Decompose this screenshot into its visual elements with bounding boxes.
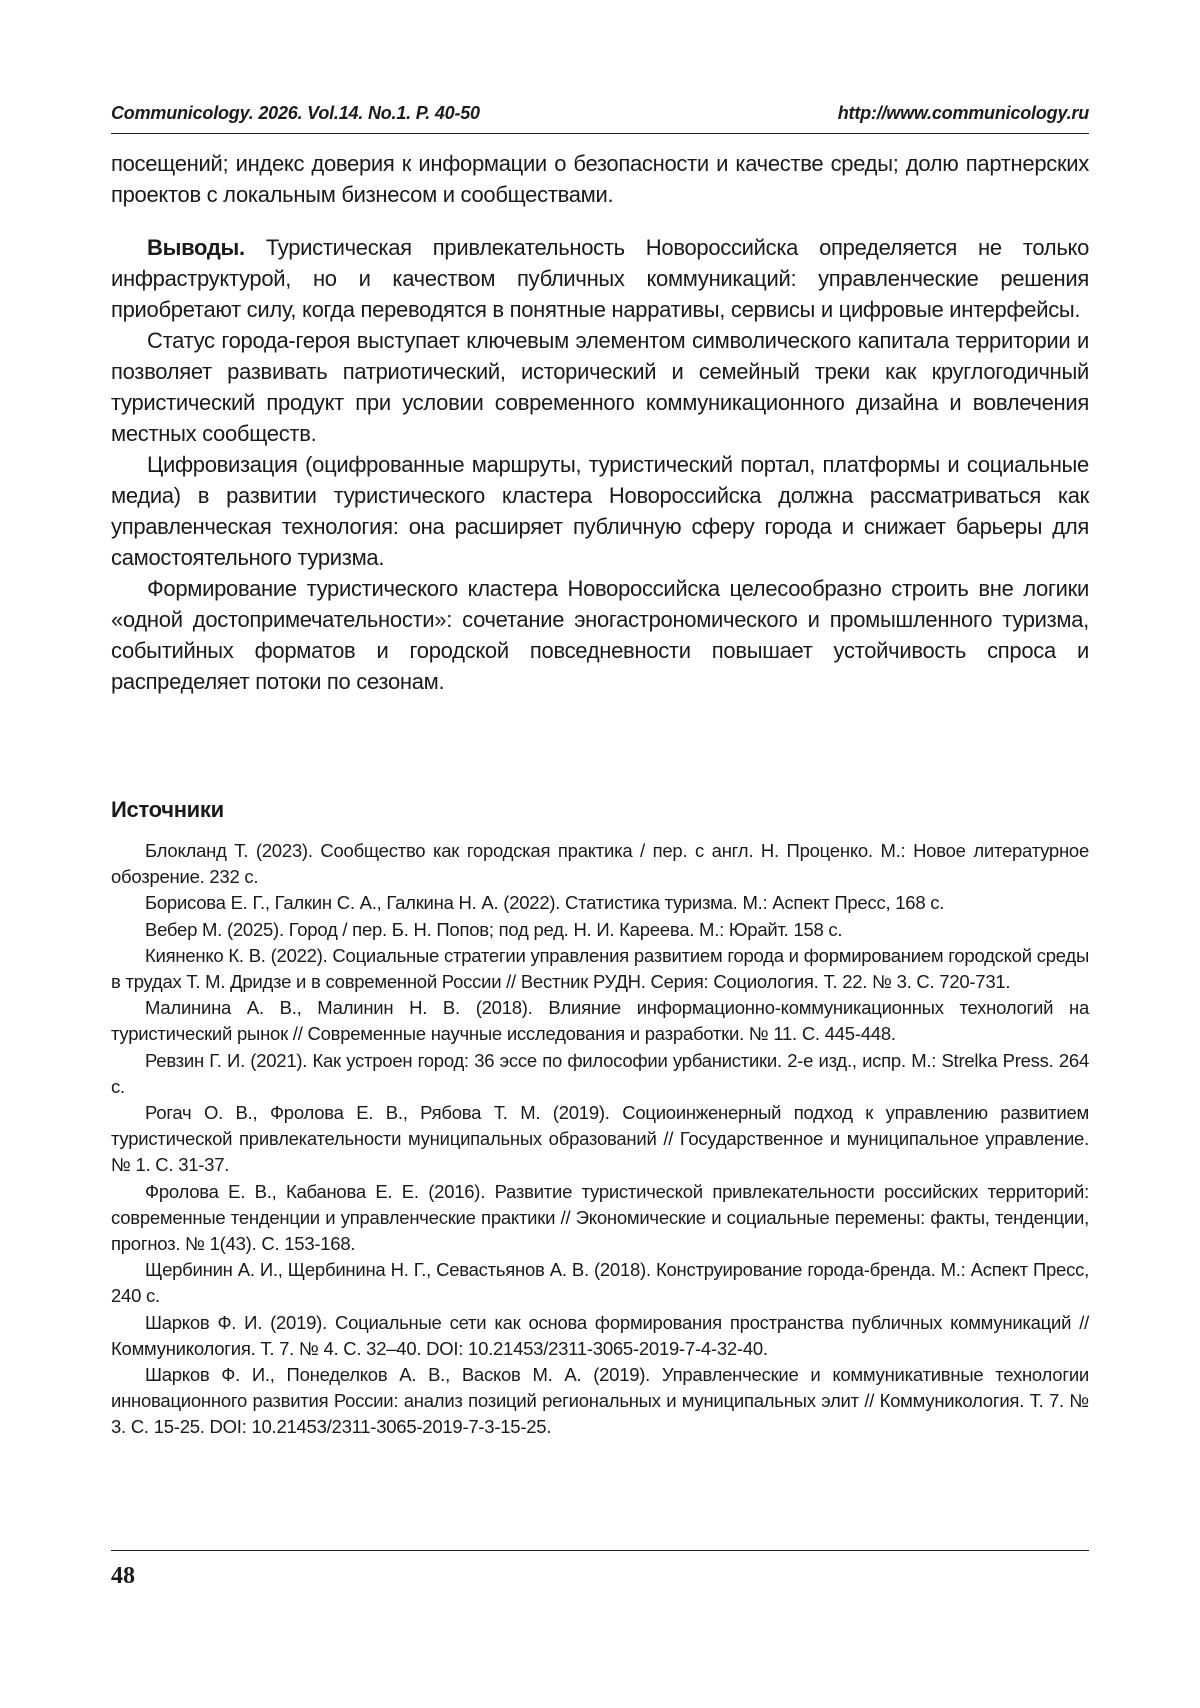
reference-item: Борисова Е. Г., Галкин С. А., Галкина Н. А. (2022). Статистика туризма. М.: Аспект Пресс, 168 с.: [145, 892, 945, 914]
running-header: [111, 103, 1089, 124]
conclusions-paragraph-2: Статус города-героя выступает ключевым элементом символического капитала территории и позволяет развивать патриотический, исторический и семейный треки как круглогодичный туристический продукт при условии современного коммуникационного дизайна и вовлечения местных сообществ.: [111, 328, 1089, 446]
reference-item: Ревзин Г. И. (2021). Как устроен город: 36 эссе по философии урбанистики. 2-е изд., испр. М.: Strelka Press. 264 с.: [111, 1049, 1089, 1097]
reference-item: Фролова Е. В., Кабанова Е. Е. (2016). Развитие туристической привлекательности российских территорий: современные тенденции и управленческие практики // Экономические и социальные перемены: факты, тенденции, прогноз. № 1(43). С. 153-168.: [111, 1180, 1089, 1255]
reference-item: Шарков Ф. И., Понеделков А. В., Васков М. А. (2019). Управленческие и коммуникативные технологии инновационного развития России: анализ позиций региональных и муниципальных элит // Коммуникология. Т. 7. № 3. С. 15-25. DOI: 10.21453/2311-3065-2019-7-3-15-25.: [111, 1364, 1089, 1438]
article-body: [111, 148, 1089, 697]
page-number: 48: [111, 1563, 135, 1589]
conclusions-text-1: Туристическая привлекательность Новороссийска определяется не только инфраструктурой, но и качеством публичных коммуникаций: управленческие решения приобретают силу, когда переводятся в понятные нарративы, сервисы и цифровые интерфейсы.: [111, 235, 1090, 322]
journal-citation: Communicology. 2026. Vol.14. No.1. P. 40-50: [111, 103, 480, 123]
header-divider: [111, 133, 1089, 134]
reference-item: Шарков Ф. И. (2019). Социальные сети как основа формирования пространства публичных коммуникаций // Коммуникология. Т. 7. № 4. С. 32–40. DOI: 10.21453/2311-3065-2019-7-4-32-40.: [111, 1311, 1089, 1359]
sources-heading: Источники: [111, 797, 224, 822]
conclusions-paragraph-4: Формирование туристического кластера Новороссийска целесообразно строить вне логики «одной достопримечательности»: сочетание эногастрономического и промышленного туризма, событийных форматов и городской повседневности повышает устойчивость спроса и распределяет потоки по сезонам.: [111, 576, 1089, 694]
continuation-paragraph: посещений; индекс доверия к информации о безопасности и качестве среды; долю партнерских проектов с локальным бизнесом и сообществами.: [111, 151, 1089, 207]
reference-item: Малинина А. В., Малинин Н. В. (2018). Влияние информационно-коммуникационных технологий на туристический рынок // Современные научные исследования и разработки. № 11. С. 445-448.: [111, 997, 1089, 1045]
reference-item: Кияненко К. В. (2022). Социальные стратегии управления развитием города и формированием городской среды в трудах Т. М. Дридзе и в современной России // Вестник РУДН. Серия: Социология. Т. 22. № 3. С. 720-731.: [111, 944, 1089, 993]
footer-divider: [111, 1550, 1089, 1551]
reference-item: Щербинин А. И., Щербинина Н. Г., Севастьянов А. В. (2018). Конструирование города-бренда. М.: Аспект Пресс, 240 с.: [111, 1259, 1089, 1307]
journal-url: http://www.communicology.ru: [837, 103, 1089, 123]
reference-item: Рогач О. В., Фролова Е. В., Рябова Т. М. (2019). Социоинженерный подход к управлению развитием туристической привлекательности муниципальных образований // Государственное и муниципальное управление. № 1. С. 31-37.: [111, 1102, 1089, 1176]
reference-item: Блокланд Т. (2023). Сообщество как городская практика / пер. с англ. Н. Проценко. М.: Новое литературное обозрение. 232 с.: [111, 840, 1089, 888]
reference-item: Вебер М. (2025). Город / пер. Б. Н. Попов; под ред. Н. И. Кареева. М.: Юрайт. 158 с.: [145, 918, 843, 940]
conclusions-heading: Выводы.: [147, 235, 245, 260]
reference-list: [111, 838, 1089, 1441]
conclusions-paragraph-3: Цифровизация (оцифрованные маршруты, туристический портал, платформы и социальные медиа) в развитии туристического кластера Новороссийска должна рассматриваться как управленческая технология: она расширяет публичную сферу города и снижает барьеры для самостоятельного туризма.: [111, 452, 1089, 570]
conclusions-paragraph-1: [111, 232, 1089, 325]
